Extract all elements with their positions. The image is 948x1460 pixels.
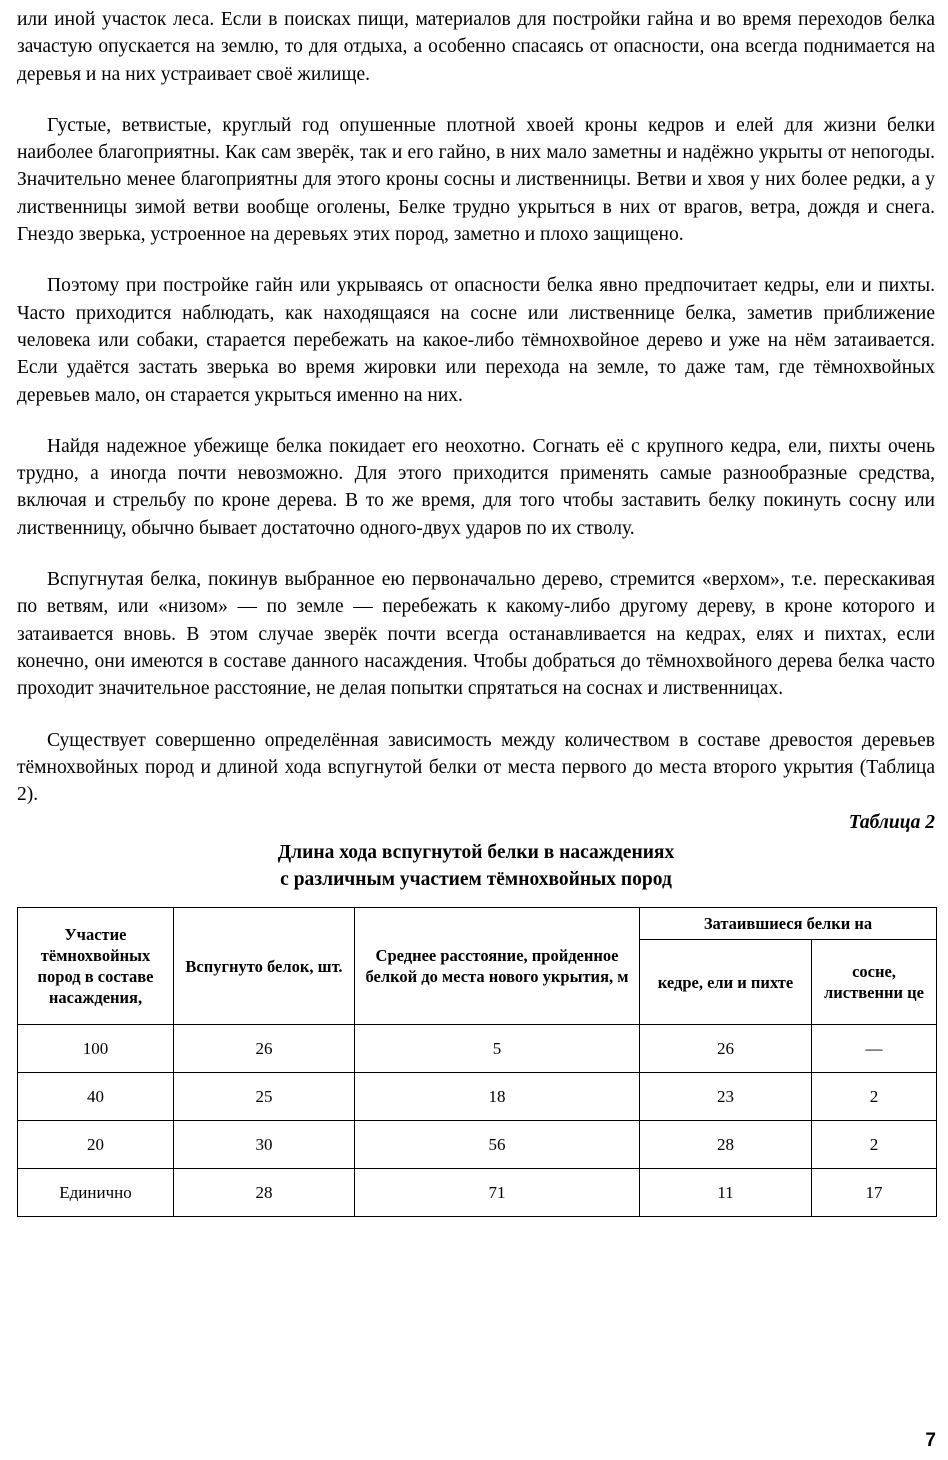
table-cell: 2	[812, 1073, 937, 1121]
header-avg-distance: Среднее расстояние, пройденное белкой до места нового укрытия, м	[355, 908, 640, 1025]
table-label: Таблица 2	[848, 812, 935, 834]
table-cell: 2	[812, 1121, 937, 1169]
table-title-line-1: Длина хода вспугнутой белки в насаждениях	[277, 842, 675, 864]
table-row	[18, 1169, 937, 1217]
table-cell: 100	[18, 1025, 174, 1073]
table-cell: 11	[640, 1169, 812, 1217]
table-cell: 23	[640, 1073, 812, 1121]
table-cell: 18	[355, 1073, 640, 1121]
table-cell: 26	[640, 1025, 812, 1073]
table-cell: 25	[174, 1073, 355, 1121]
paragraph-6: Существует совершенно определённая зависимость между количеством в составе древостоя деревьев тёмнохвойных пород и длиной хода вспугнутой белки от места первого до места второго укрытия (Таблица 2).	[17, 729, 935, 806]
table-cell: 71	[355, 1169, 640, 1217]
paragraph-5: Вспугнутая белка, покинув выбранное ею первоначально дерево, стремится «верхом», т.е. перескакивая по ветвям, или «низом» — по земле — перебежать к какому-либо другому дереву, в кроне которого и затаивается вновь. В этом случае зверёк почти всегда останавливается на кедрах, елях и пихтах, если конечно, они имеются в составе данного насаждения. Чтобы добраться до тёмнохвойного дерева белка часто проходит значительное расстояние, не делая попытки спрятаться на соснах и лиственницах.	[17, 569, 935, 700]
table-cell: —	[812, 1025, 937, 1073]
table-cell: 20	[18, 1121, 174, 1169]
table-row	[18, 1073, 937, 1121]
paragraph-1: или иной участок леса. Если в поисках пищи, материалов для постройки гайна и во время переходов белка зачастую опускается на землю, то для отдыха, а особенно спасаясь от опасности, она всегда поднимается на деревья и на них устраивает своё жилище.	[17, 9, 935, 85]
header-flushed-count: Вспугнуто белок, шт.	[174, 908, 355, 1025]
table-cell: 26	[174, 1025, 355, 1073]
header-pine-larch: сосне, лиственни це	[812, 940, 937, 1025]
document-page	[17, 0, 935, 1217]
table-cell: 40	[18, 1073, 174, 1121]
header-hidden-group: Затаившиеся белки на	[640, 908, 937, 940]
paragraph-3: Поэтому при постройке гайн или укрываясь от опасности белка явно предпочитает кедры, ели и пихты. Часто приходится наблюдать, как находящаяся на сосне или лиственнице белка, заметив приближение человека или собаки, старается перебежать на какое-либо тёмнохвойное дерево и уже на нём затаивается. Если удаётся застать зверька во время жировки или перехода на земле, то даже там, где тёмнохвойных деревьев мало, он старается укрыться именно на них.	[17, 275, 935, 406]
table-cell: 28	[640, 1121, 812, 1169]
paragraph-2: Густые, ветвистые, круглый год опушенные плотной хвоей кроны кедров и елей для жизни белки наиболее благоприятны. Как сам зверёк, так и его гайно, в них мало заметны и надёжно укрыты от непогоды. Значительно менее благоприятны для этого кроны сосны и лиственницы. Ветви и хвоя у них более редки, а у лиственницы зимой ветви вообще оголены, Белке трудно укрыться в них от врагов, ветра, дождя и снега. Гнездо зверька, устроенное на деревьях этих пород, заметно и плохо защищено.	[17, 114, 935, 246]
header-share-darkconifer: Участие тёмнохвойных пород в составе насаждения,	[18, 908, 174, 1025]
table-cell: Единично	[18, 1169, 174, 1217]
table-cell: 5	[355, 1025, 640, 1073]
table-row	[18, 1025, 937, 1073]
paragraph-4: Найдя надежное убежище белка покидает его неохотно. Согнать её с крупного кедра, ели, пихты очень трудно, а иногда почти невозможно. Для этого приходится применять самые разнообразные средства, включая и стрельбу по кроне дерева. В то же время, для того чтобы заставить белку покинуть сосну или лиственницу, обычно бывает достаточно одного-двух ударов по их стволу.	[17, 435, 935, 539]
table-row	[18, 1121, 937, 1169]
table-cell: 17	[812, 1169, 937, 1217]
data-table	[17, 907, 937, 1217]
page-number: 7	[925, 1430, 936, 1451]
table-cell: 28	[174, 1169, 355, 1217]
table-cell: 30	[174, 1121, 355, 1169]
header-cedar-fir: кедре, ели и пихте	[640, 940, 812, 1025]
table-title	[17, 839, 935, 893]
table-cell: 56	[355, 1121, 640, 1169]
table-title-line-2: с различным участием тёмнохвойных пород	[280, 869, 672, 891]
